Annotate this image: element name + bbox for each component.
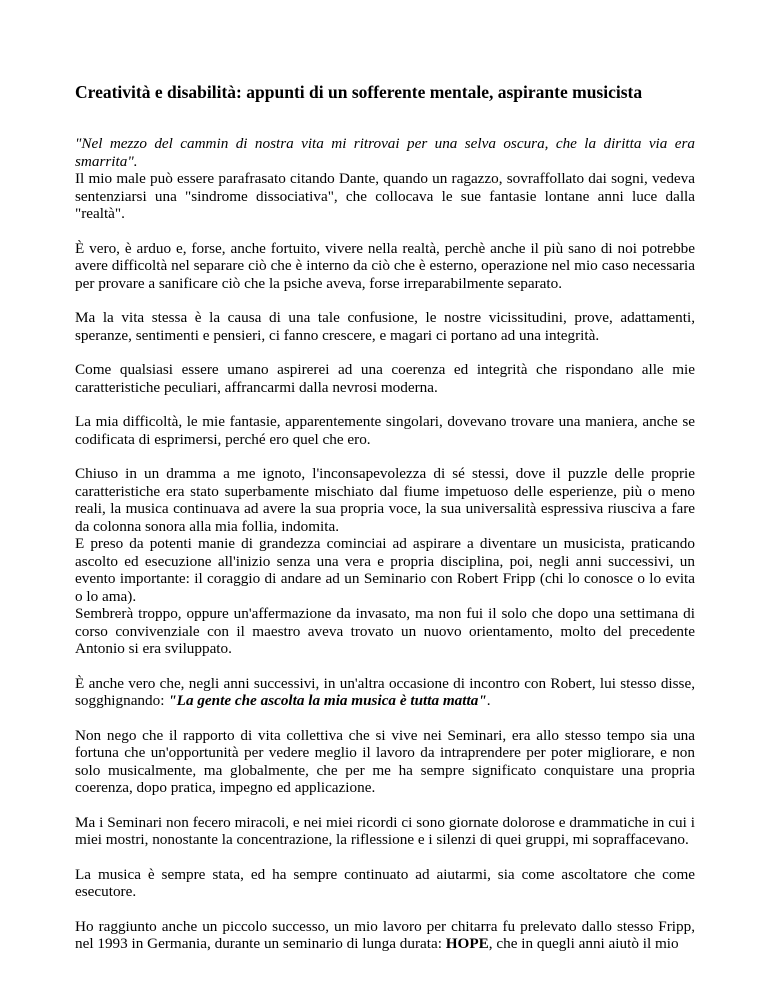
document-page xyxy=(75,81,695,970)
paragraph-success xyxy=(75,918,695,953)
paragraph-collective-life: Non nego che il rapporto di vita collettiva che si vive nei Seminari, era allo stesso tempo sia una fortuna che un'opportunità per vedere meglio il lavoro da intraprendere per poter migliorare, e non solo musicalmente, ma globalmente, che per me ha sempre significato conquistare una propria coerenza, dopo pratica, impegno ed applicazione. xyxy=(75,726,695,796)
paragraph-drama: Chiuso in un dramma a me ignoto, l'inconsapevolezza di sé stessi, dove il puzzle delle proprie caratteristiche era stato superbamente mischiato dal fiume impetuoso delle esperienze, più o meno reali, la musica continuava ad avere la sua propria voce, la sua universalità espressiva riusciva a fare da colonna sonora alla mia follia, indomita. xyxy=(75,465,695,535)
paragraph-music-helped: La musica è sempre stata, ed ha sempre continuato ad aiutarmi, sia come ascoltatore che come esecutore. xyxy=(75,865,695,900)
paragraph-seminar: E preso da potenti manie di grandezza cominciai ad aspirare a diventare un musicista, praticando ascolto ed esecuzione all'inizio senza una vera e propria disciplina, poi, negli anni successivi, un evento importante: il coraggio di andare ad un Seminario con Robert Fripp (chi lo conosce o lo evita o lo ama). xyxy=(75,535,695,605)
document-title: Creatività e disabilità: appunti di un sofferente mentale, aspirante musicista xyxy=(75,82,643,102)
robert-end: . xyxy=(486,692,491,709)
paragraph-reality: È vero, è arduo e, forse, anche fortuito, vivere nella realtà, perchè anche il più sano di noi potrebbe avere difficoltà nel separare ciò che è interno da ciò che è esterno, operazione nel mio caso necessaria per provare a sanificare ciò che la psiche aveva, forse irreparabilmente separato. xyxy=(75,239,695,292)
hope-title: HOPE xyxy=(445,935,489,952)
paragraph-difficulty: La mia difficoltà, le mie fantasie, apparentemente singolari, dovevano trovare una maniera, anche se codificata di esprimersi, perché ero quel che ero. xyxy=(75,413,695,448)
paragraph-dante-quote xyxy=(75,135,695,170)
robert-text: È anche vero che, negli anni successivi, in un'altra occasione di incontro con Robert, lui stesso disse, sogghignando: xyxy=(75,674,695,709)
paragraph-robert xyxy=(75,675,695,710)
paragraph-confusion: Ma la vita stessa è la causa di una tale confusione, le nostre vicissitudini, prove, adattamenti, speranze, sentimenti e pensieri, ci fanno crescere, e magari ci portano ad una integrità. xyxy=(75,309,695,344)
paragraph-coherence: Come qualsiasi essere umano aspirerei ad una coerenza ed integrità che rispondano alle mie caratteristiche peculiari, affrancarmi dalla nevrosi moderna. xyxy=(75,361,695,396)
success-text: Ho raggiunto anche un piccolo successo, un mio lavoro per chitarra fu prelevato dallo stesso Fripp, nel 1993 in Germania, durante un seminario di lunga durata: xyxy=(75,917,695,952)
paragraph-orientation: Sembrerà troppo, oppure un'affermazione da invasato, ma non fui il solo che dopo una settimana di corso convivenziale con il maestro aveva trovato un nuovo orientamento, molto del precedente Antonio si era sviluppato. xyxy=(75,605,695,657)
paragraph-no-miracles: Ma i Seminari non fecero miracoli, e nei miei ricordi ci sono giornate dolorose e drammatiche in cui i miei mostri, nonostante la concentrazione, la riflessione e i silenzi di quei gruppi, mi sopraffacevano. xyxy=(75,813,695,848)
paragraph-intro: Il mio male può essere parafrasato citando Dante, quando un ragazzo, sovraffollato dai sogni, vedeva sentenziarsi una "sindrome dissociativa", che collocava le sue fantasie lontane anni luce dalla "realtà". xyxy=(75,170,695,222)
success-end: , che in quegli anni aiutò il mio xyxy=(488,935,679,952)
dante-quote: "Nel mezzo del cammin di nostra vita mi ritrovai per una selva oscura, che la diritta via era smarrita". xyxy=(75,135,695,170)
robert-quote: "La gente che ascolta la mia musica è tutta matta" xyxy=(168,692,487,709)
